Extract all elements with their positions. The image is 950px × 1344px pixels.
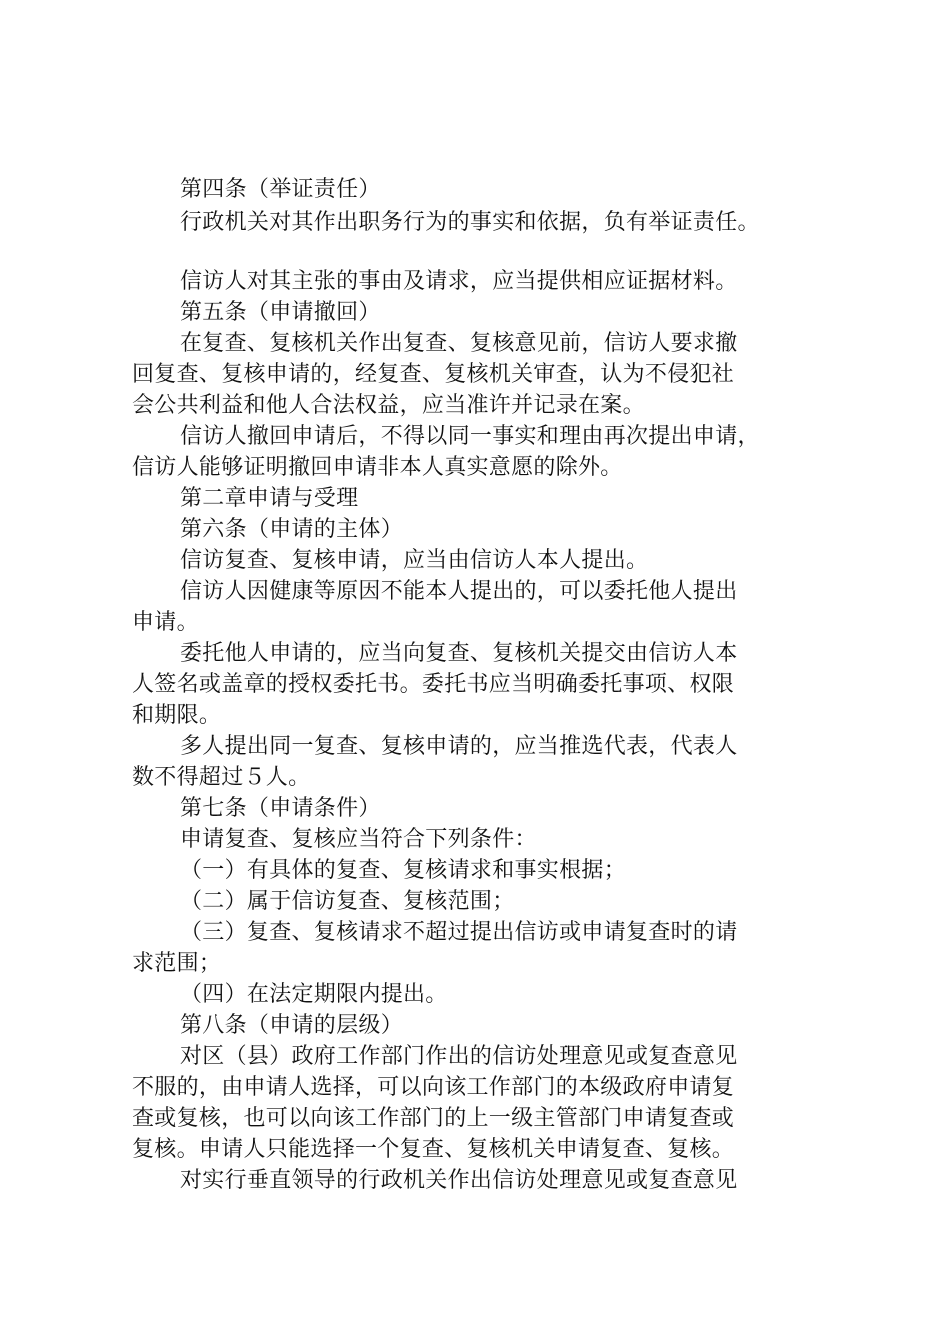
paragraph-line: 人签名或盖章的授权委托书。委托书应当明确委托事项、权限	[132, 672, 735, 697]
paragraph-line: 回复查、复核申请的，经复查、复核机关审查，认为不侵犯社	[132, 362, 735, 387]
article-heading: 第四条（举证责任）	[180, 177, 381, 202]
list-item: （三）复查、复核请求不超过提出信访或申请复查时的请	[180, 920, 738, 945]
paragraph-line: 申请复查、复核应当符合下列条件：	[180, 827, 537, 852]
paragraph-line: 在复查、复核机关作出复查、复核意见前，信访人要求撤	[180, 331, 738, 356]
paragraph-line: 复核。申请人只能选择一个复查、复核机关申请复查、复核。	[132, 1137, 735, 1162]
paragraph-line: 信访人能够证明撤回申请非本人真实意愿的除外。	[132, 455, 623, 480]
article-heading: 第八条（申请的层级）	[180, 1013, 404, 1038]
paragraph-line: 数不得超过５人。	[132, 765, 311, 790]
paragraph-line: 信访人对其主张的事由及请求，应当提供相应证据材料。	[180, 269, 738, 294]
paragraph-line: 信访复查、复核申请，应当由信访人本人提出。	[180, 548, 649, 573]
article-heading: 第七条（申请条件）	[180, 796, 381, 821]
paragraph-line: 申请。	[132, 610, 199, 635]
list-item: （二）属于信访复查、复核范围；	[180, 889, 515, 914]
paragraph-line: 行政机关对其作出职务行为的事实和依据，负有举证责任。	[180, 210, 760, 235]
list-item-continuation: 求范围；	[132, 951, 222, 976]
paragraph-line: 不服的，由申请人选择，可以向该工作部门的本级政府申请复	[132, 1075, 735, 1100]
paragraph-line: 对区（县）政府工作部门作出的信访处理意见或复查意见	[180, 1044, 738, 1069]
paragraph-line: 会公共利益和他人合法权益，应当准许并记录在案。	[132, 393, 645, 418]
paragraph-line: 信访人因健康等原因不能本人提出的，可以委托他人提出	[180, 579, 738, 604]
paragraph-line: 和期限。	[132, 703, 222, 728]
paragraph-line: 查或复核，也可以向该工作部门的上一级主管部门申请复查或	[132, 1106, 735, 1131]
list-item: （一）有具体的复查、复核请求和事实根据；	[180, 858, 627, 883]
list-item: （四）在法定期限内提出。	[180, 982, 448, 1007]
paragraph-line: 信访人撤回申请后，不得以同一事实和理由再次提出申请，	[180, 424, 760, 449]
article-heading: 第六条（申请的主体）	[180, 517, 404, 542]
article-heading: 第五条（申请撤回）	[180, 300, 381, 325]
chapter-heading: 第二章申请与受理	[180, 486, 359, 511]
paragraph-line: 多人提出同一复查、复核申请的，应当推选代表，代表人	[180, 734, 738, 759]
paragraph-line: 委托他人申请的，应当向复查、复核机关提交由信访人本	[180, 641, 738, 666]
paragraph-line: 对实行垂直领导的行政机关作出信访处理意见或复查意见	[180, 1168, 738, 1193]
